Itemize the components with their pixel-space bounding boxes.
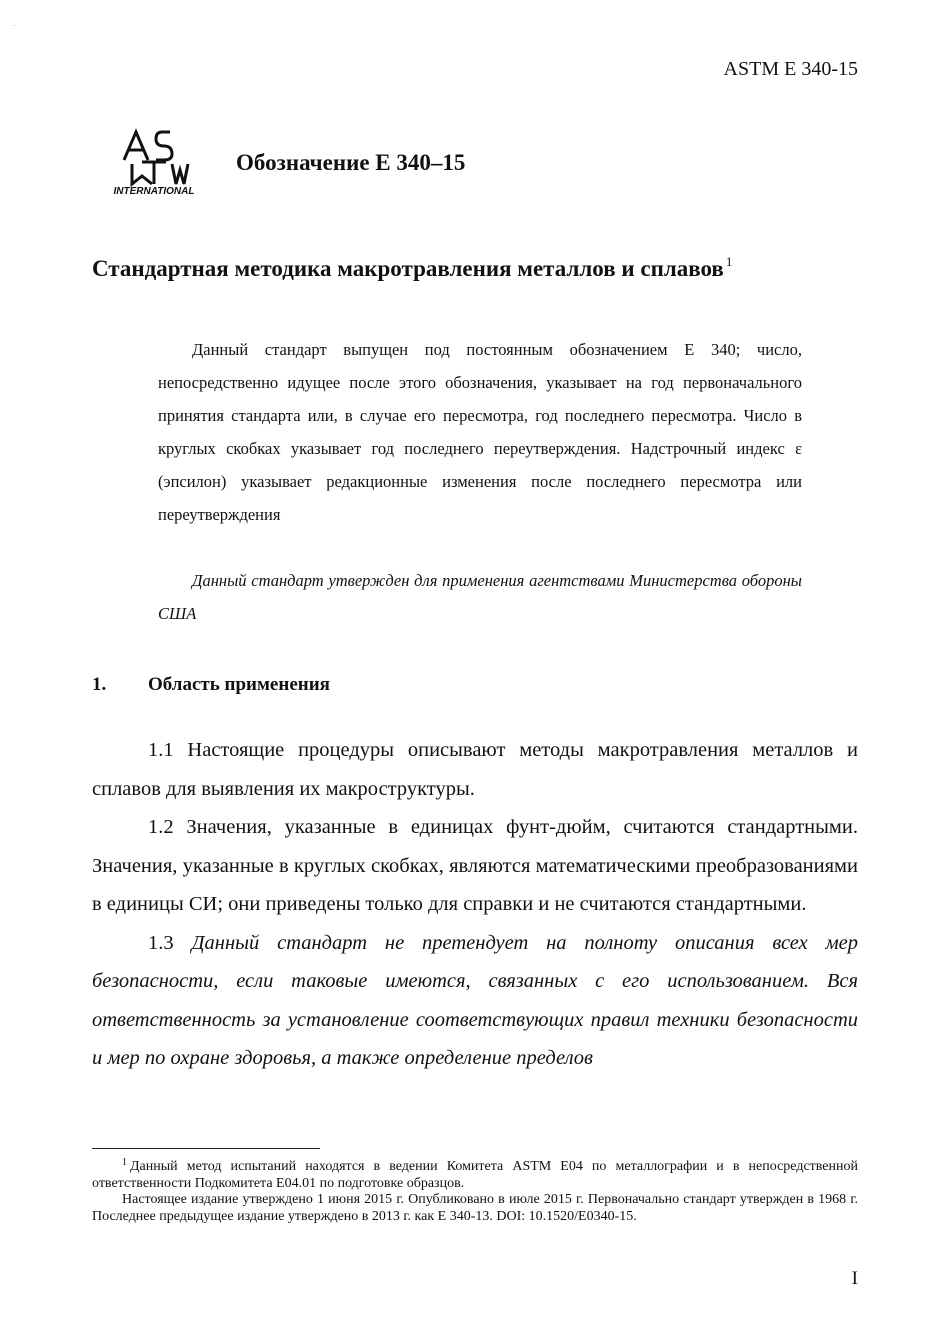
document-title-text: Стандартная методика макротравления металлов и сплавов (92, 256, 724, 281)
footnotes (92, 1155, 858, 1225)
page-number: I (851, 1268, 858, 1289)
section-number: 1. (92, 674, 107, 695)
dod-paragraph: Данный стандарт утвержден для применения агентствами Министерства обороны США (158, 571, 802, 623)
designation-notice (158, 333, 802, 531)
designation-heading: Обозначение E 340–15 (236, 150, 466, 175)
footnote-2: Настоящее издание утверждено 1 июня 2015 г. Опубликовано в июле 2015 г. Первоначально стандарт утвержден в 1968 г. Последнее предыдущее издание утверждено в 2013 г. как E 340-13. DOI: 10.1520/E0340-15. (92, 1192, 858, 1224)
dod-approval-notice (158, 564, 802, 630)
footnote-1-text: Данный метод испытаний находятся в ведении Комитета ASTM E04 по металлографии и в непосредственной ответственности Подкомитета E04.01 по подготовке образцов. (92, 1159, 858, 1191)
section-title: Область применения (148, 674, 330, 695)
footnote-1 (92, 1155, 858, 1192)
paragraph-1-2: 1.2 Значения, указанные в единицах фунт-дюйм, считаются стандартными. Значения, указанные в круглых скобках, являются математическими преобразованиями в единицы СИ; они приведены только для справки и не считаются стандартными. (92, 816, 858, 915)
header-doc-code: ASTM E 340-15 (723, 58, 858, 80)
notice-paragraph: Данный стандарт выпущен под постоянным обозначением E 340; число, непосредственно идущее после этого обозначения, указывает на год первоначального принятия стандарта или, в случае его пересмотра, год последнего пересмотра. Число в круглых скобках указывает год последнего переутверждения. Надстрочный индекс ε (эпсилон) указывает редакционные изменения после последнего пересмотра или переутверждения (158, 340, 802, 524)
footnote-divider (92, 1148, 320, 1149)
paragraph-1-3 (92, 924, 858, 1078)
logo-top-text: ASTM (12, 26, 15, 27)
section-1-heading (92, 674, 330, 696)
astm-logo (12, 26, 196, 198)
logo-bottom-text: INTERNATIONAL (113, 186, 195, 197)
footnote-mark: 1 (122, 1157, 127, 1168)
paragraph-1-3-text: Данный стандарт не претендует на полноту описания всех мер безопасности, если таковые имеются, связанных с его использованием. Вся ответственность за установление соответствующих правил техники безопасности и мер по охране здоровья, а также определение пределов (92, 931, 859, 1069)
paragraph-1-1: 1.1 Настоящие процедуры описывают методы макротравления металлов и сплавов для выявления их макроструктуры. (92, 739, 858, 800)
paragraph-1-3-number: 1.3 (148, 931, 174, 954)
section-1-body (92, 731, 858, 1078)
document-title (92, 254, 732, 282)
astm-emblem-icon (124, 132, 188, 184)
title-footnote-mark: 1 (725, 254, 733, 269)
